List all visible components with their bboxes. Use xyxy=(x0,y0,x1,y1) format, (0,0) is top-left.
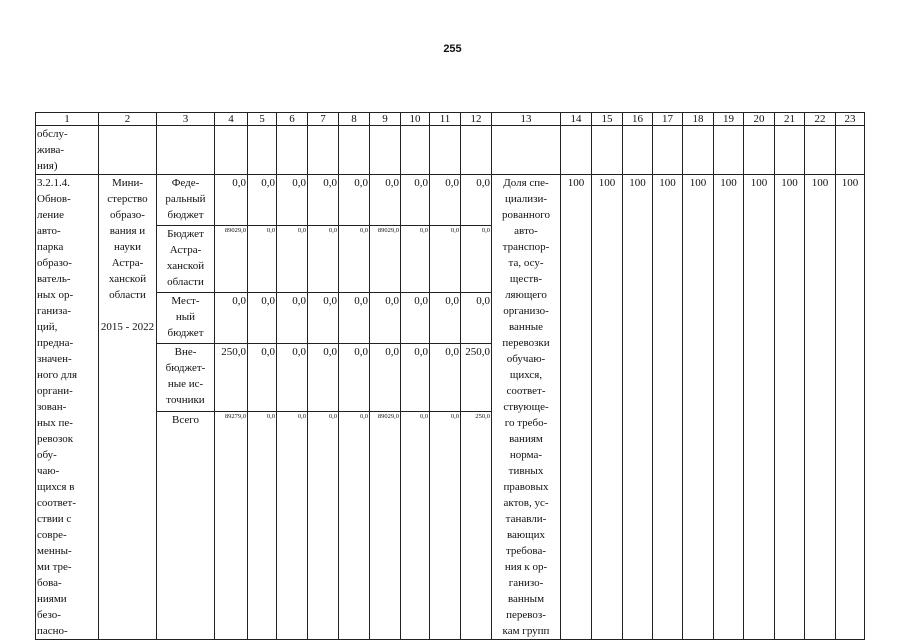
funding-value: 0,0 xyxy=(430,293,461,344)
column-number-4: 4 xyxy=(215,113,248,126)
funding-value: 0,0 xyxy=(339,344,370,411)
funding-value: 0,0 xyxy=(277,175,308,226)
funding-value: 89029,0 xyxy=(215,225,248,292)
funding-value: 0,0 xyxy=(215,293,248,344)
column-number-21: 21 xyxy=(775,113,805,126)
empty-cell xyxy=(836,126,865,175)
funding-value: 0,0 xyxy=(339,411,370,639)
empty-cell xyxy=(492,126,561,175)
funding-value: 0,0 xyxy=(339,293,370,344)
funding-value: 0,0 xyxy=(370,293,401,344)
funding-value: 0,0 xyxy=(401,411,430,639)
column-number-23: 23 xyxy=(836,113,865,126)
empty-cell xyxy=(430,126,461,175)
measure-name: 3.2.1.4. Обнов- ление авто- парка образо- ватель- ных ор- ганиза- ций, предна- значен- ного для органи- зован- ных пе- ревозок обу- чаю- щихся в соответ- ствии с совре- менны- ми тре- бова- ниями безо- пасно- xyxy=(36,175,99,640)
funding-value: 0,0 xyxy=(248,225,277,292)
funding-value: 0,0 xyxy=(248,175,277,226)
column-number-8: 8 xyxy=(339,113,370,126)
target-value: 100 xyxy=(592,175,623,640)
target-value: 100 xyxy=(744,175,775,640)
funding-value: 0,0 xyxy=(277,293,308,344)
funding-value: 0,0 xyxy=(277,225,308,292)
column-number-11: 11 xyxy=(430,113,461,126)
empty-cell xyxy=(99,126,157,175)
target-value: 100 xyxy=(561,175,592,640)
empty-cell xyxy=(277,126,308,175)
empty-cell xyxy=(714,126,744,175)
funding-value: 0,0 xyxy=(339,175,370,226)
column-number-12: 12 xyxy=(461,113,492,126)
empty-cell xyxy=(653,126,683,175)
column-number-row xyxy=(36,113,865,126)
column-number-15: 15 xyxy=(592,113,623,126)
funding-value: 0,0 xyxy=(401,225,430,292)
funding-value: 0,0 xyxy=(248,344,277,411)
continuation-row xyxy=(36,126,865,175)
funding-value: 0,0 xyxy=(308,344,339,411)
empty-cell xyxy=(248,126,277,175)
target-value: 100 xyxy=(653,175,683,640)
funding-value: 0,0 xyxy=(277,411,308,639)
funding-value: 0,0 xyxy=(248,293,277,344)
column-number-13: 13 xyxy=(492,113,561,126)
funding-value: 250,0 xyxy=(215,344,248,411)
column-number-18: 18 xyxy=(683,113,714,126)
funding-value: 89029,0 xyxy=(370,411,401,639)
empty-cell xyxy=(157,126,215,175)
target-value: 100 xyxy=(683,175,714,640)
funding-row xyxy=(36,175,865,226)
empty-cell xyxy=(623,126,653,175)
column-number-5: 5 xyxy=(248,113,277,126)
target-value: 100 xyxy=(805,175,836,640)
funding-value: 0,0 xyxy=(430,175,461,226)
funding-source: Вне- бюджет- ные ис- точники xyxy=(157,344,215,411)
funding-value: 0,0 xyxy=(370,175,401,226)
funding-value: 0,0 xyxy=(277,344,308,411)
funding-source: Всего xyxy=(157,411,215,639)
column-number-3: 3 xyxy=(157,113,215,126)
column-number-6: 6 xyxy=(277,113,308,126)
indicator-name: Доля спе- циализи- рованного авто- транспор- та, осу- ществ- ляющего организо- ванные перевозки обучаю- щихся, соответ- ствующе- го требо- ваниям норма- тивных правовых актов, ус- танавли- вающих требова- ния к ор- ганизо- ванным перевоз- кам групп xyxy=(492,175,561,640)
funding-value: 0,0 xyxy=(461,293,492,344)
column-number-1: 1 xyxy=(36,113,99,126)
funding-value: 0,0 xyxy=(461,225,492,292)
funding-value: 0,0 xyxy=(308,293,339,344)
funding-value: 0,0 xyxy=(401,344,430,411)
empty-cell xyxy=(339,126,370,175)
empty-cell xyxy=(401,126,430,175)
funding-value: 0,0 xyxy=(461,175,492,226)
empty-cell xyxy=(592,126,623,175)
funding-value: 0,0 xyxy=(401,293,430,344)
column-number-7: 7 xyxy=(308,113,339,126)
column-number-19: 19 xyxy=(714,113,744,126)
funding-value: 0,0 xyxy=(339,225,370,292)
empty-cell xyxy=(805,126,836,175)
funding-value: 0,0 xyxy=(308,225,339,292)
empty-cell xyxy=(775,126,805,175)
column-number-9: 9 xyxy=(370,113,401,126)
target-value: 100 xyxy=(836,175,865,640)
empty-cell xyxy=(683,126,714,175)
empty-cell xyxy=(744,126,775,175)
funding-value: 250,0 xyxy=(461,411,492,639)
funding-value: 0,0 xyxy=(215,175,248,226)
program-table xyxy=(35,112,865,640)
column-number-2: 2 xyxy=(99,113,157,126)
target-value: 100 xyxy=(714,175,744,640)
target-value: 100 xyxy=(623,175,653,640)
empty-cell xyxy=(370,126,401,175)
funding-value: 0,0 xyxy=(430,225,461,292)
empty-cell xyxy=(561,126,592,175)
funding-source: Мест- ный бюджет xyxy=(157,293,215,344)
empty-cell xyxy=(461,126,492,175)
funding-value: 0,0 xyxy=(308,175,339,226)
column-number-20: 20 xyxy=(744,113,775,126)
page-number: 255 xyxy=(443,43,462,55)
funding-value: 0,0 xyxy=(430,411,461,639)
funding-value: 89279,0 xyxy=(215,411,248,639)
funding-value: 0,0 xyxy=(401,175,430,226)
funding-value: 0,0 xyxy=(370,344,401,411)
executor-and-period: Мини- стерство образо- вания и науки Астра- ханской области 2015 - 2022 xyxy=(99,175,157,640)
empty-cell xyxy=(308,126,339,175)
column-number-10: 10 xyxy=(401,113,430,126)
column-number-17: 17 xyxy=(653,113,683,126)
empty-cell xyxy=(215,126,248,175)
continuation-text: обслу- жива- ния) xyxy=(36,126,99,175)
column-number-16: 16 xyxy=(623,113,653,126)
funding-source: Бюджет Астра- ханской области xyxy=(157,225,215,292)
funding-source: Феде- ральный бюджет xyxy=(157,175,215,226)
target-value: 100 xyxy=(775,175,805,640)
funding-value: 250,0 xyxy=(461,344,492,411)
column-number-22: 22 xyxy=(805,113,836,126)
column-number-14: 14 xyxy=(561,113,592,126)
funding-value: 89029,0 xyxy=(370,225,401,292)
funding-value: 0,0 xyxy=(248,411,277,639)
funding-value: 0,0 xyxy=(308,411,339,639)
funding-value: 0,0 xyxy=(430,344,461,411)
